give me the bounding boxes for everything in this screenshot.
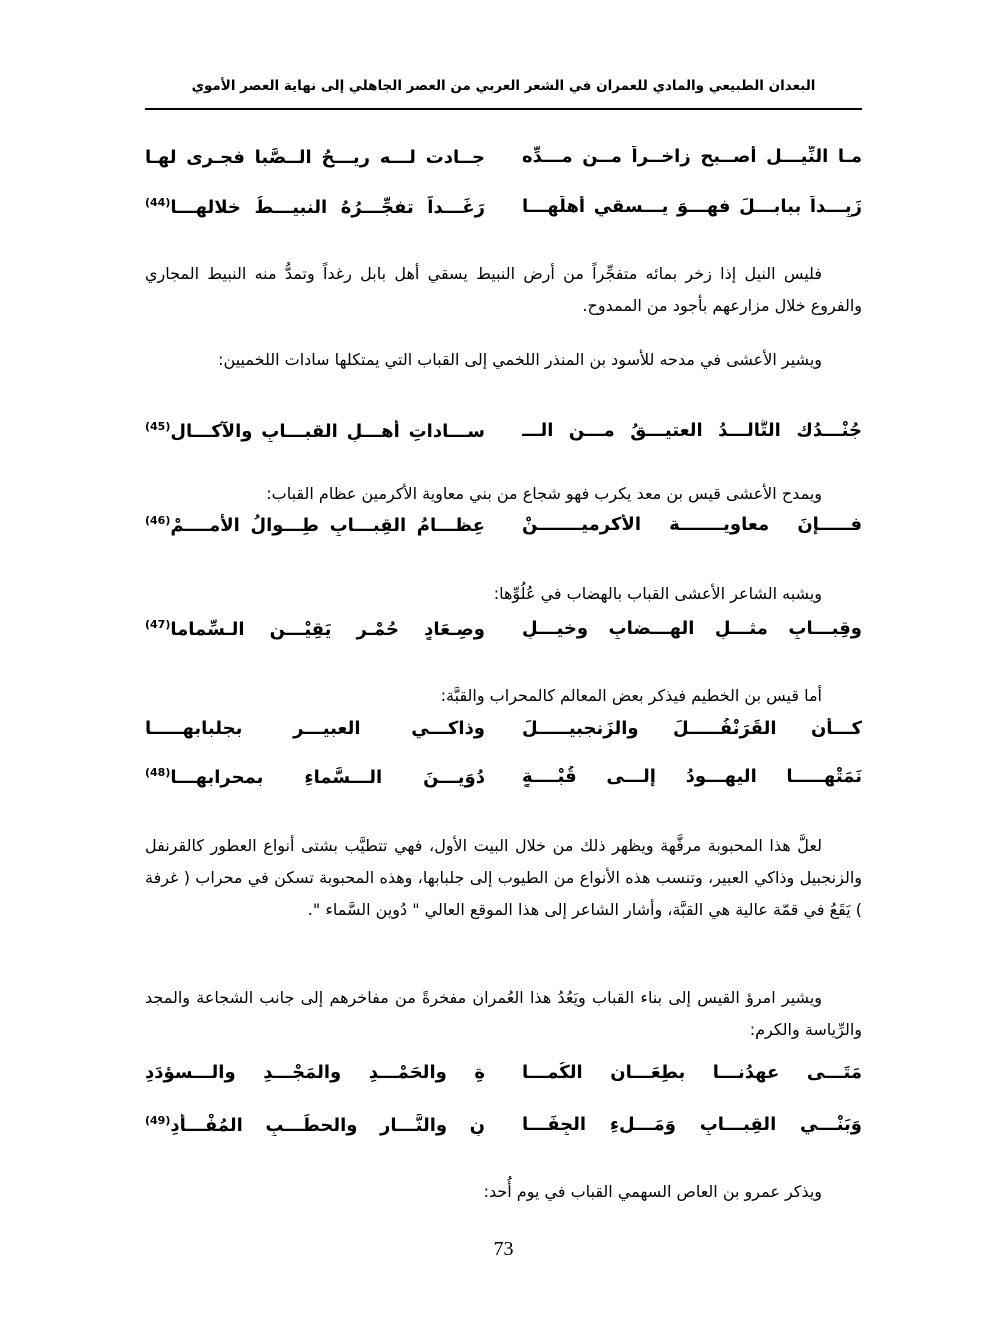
footnote-ref: (46) bbox=[145, 514, 171, 527]
footnote-ref: (45) bbox=[145, 420, 171, 433]
verse-second-hemistich-text: نِ والنَّـــارِ والحطَـــبِ المُفْـــأدِ bbox=[170, 1115, 485, 1136]
verse-second-hemistich-text: ســـاداتِ أهـــلِ القبـــابِ والآكـــال bbox=[170, 421, 485, 442]
footnote-ref: (48) bbox=[145, 766, 171, 779]
body-paragraph: ويمدح الأعشى قيس بن معد يكرب فهو شجاع من بني معاوية الأكرمين عظام القباب: bbox=[266, 484, 822, 503]
footnote-ref: (47) bbox=[145, 618, 171, 631]
verse-first-hemistich: وَبَنْـــي القِبـــابِ وَمَـــلءِ الجِفَـــا bbox=[522, 1114, 862, 1135]
verse-first-hemistich: مَتَـــى عهدُنـــا بطِعَـــان الكُمـــا bbox=[522, 1062, 862, 1083]
header-rule bbox=[145, 108, 862, 110]
verse-second-hemistich: ةِ والحَمْـــدِ والمَجْـــدِ والـــسؤدَدِ bbox=[145, 1062, 485, 1083]
verse-line bbox=[145, 766, 862, 800]
footnote-ref: (49) bbox=[145, 1114, 171, 1127]
verse-first-hemistich: وقِبـــابٍ مثـــلِ الهـــضابِ وخيـــلٍ bbox=[522, 618, 862, 639]
body-paragraph: ويذكر عمرو بن العاص السهمي القباب في يوم أُحد: bbox=[483, 1182, 822, 1201]
verse-line bbox=[145, 420, 862, 454]
verse-second-hemistich bbox=[145, 514, 485, 536]
verse-line bbox=[145, 718, 862, 752]
body-paragraph: لعلَّ هذا المحبوبة مرفَّهة ويظهر ذلك من خلال البيت الأول، فهي تتطيَّب بشتى أنواع العطور كالقرنفل والزنجبيل وذاكي العبير، وتنسب هذه الأنواع من الطيوب إلى جلبابها، وهذه المحبوبة تسكن في محراب ( غرفة ) يَقَعُ في قمّة عالية هي القبَّة، وأشار الشاعر إلى هذا الموقع العالي " دُوين السَّماء ". bbox=[145, 836, 862, 919]
verse-second-hemistich-text: رَغَـــداً تفجِّـــرُهُ النبيـــطُ خلالهـــا bbox=[170, 197, 485, 218]
verse-second-hemistich bbox=[145, 1114, 485, 1136]
page-number: 73 bbox=[493, 1238, 514, 1260]
verse-line bbox=[145, 146, 862, 180]
verse-first-hemistich: زَبِـــداً ببابـــلَ فهـــوَ يـــسقي أهلَهـــا bbox=[522, 196, 862, 217]
verse-line bbox=[145, 1062, 862, 1096]
running-header: البعدان الطبيعي والمادي للعمران في الشعر العربي من العصر الجاهلي إلى نهاية العصر الأموي bbox=[191, 78, 816, 94]
body-paragraph: ويشير الأعشى في مدحه للأسود بن المنذر اللخمي إلى القباب التي يمتكلها سادات اللخميين: bbox=[218, 350, 822, 369]
verse-second-hemistich-text: جــادت لـــه ريـــحُ الــصَّبا فجـرى لهـا bbox=[145, 147, 485, 168]
body-paragraph: ويشير امرؤ القيس إلى بناء القباب ويَعُدُ هذا العُمران مفخرةً من مفاخرهم إلى جانب الشجاعة والمجد والرِّياسة والكرم: bbox=[145, 988, 862, 1039]
verse-first-hemistich: مـا النِّيـــل أصــبح زاخــراً مــن مـــدِّه bbox=[522, 146, 862, 167]
verse-second-hemistich bbox=[145, 618, 485, 640]
verse-second-hemistich: وذاكـــي العبيـــر بجلبابهـــــا bbox=[145, 718, 485, 739]
verse-line bbox=[145, 514, 862, 548]
footnote-ref: (44) bbox=[145, 196, 171, 209]
body-paragraph: ويشبه الشاعر الأعشى القباب بالهضاب في عُلُوِّها: bbox=[493, 584, 822, 603]
verse-second-hemistich bbox=[145, 196, 485, 218]
body-paragraph: فليس النيل إذا زخر بمائه متفجِّراً من أرض النبيط يسقي أهل بابل رغداً وتمدُّ منه النبيط المجاري والفروع خلال مزارعهم بأجود من الممدوح. bbox=[145, 264, 862, 315]
body-paragraph: أما قيس بن الخطيم فيذكر بعض المعالم كالمحراب والقبَّة: bbox=[440, 686, 822, 705]
verse-first-hemistich: نَمَتْهـــــا اليهـــودُ إلـــى قُبْــــةٍ bbox=[522, 766, 862, 787]
verse-second-hemistich bbox=[145, 420, 485, 442]
verse-second-hemistich bbox=[145, 146, 485, 168]
verse-line bbox=[145, 1114, 862, 1148]
verse-line bbox=[145, 196, 862, 230]
verse-first-hemistich: فـــــإنَ معاويـــــــة الأكرميـــــــنْ bbox=[522, 514, 862, 535]
verse-first-hemistich: جُنْـــدُك التَّالـــدُ العتيـــقُ مـــن الـــ bbox=[522, 420, 862, 441]
verse-line bbox=[145, 618, 862, 652]
verse-second-hemistich-text: وصِـعَادٍ حُمْـرٍ يَقِيْـــن الـسِّماما bbox=[170, 619, 485, 640]
verse-second-hemistich-text: دُوَيـــنَ الـــسَّماءِ بمحرابهـــا bbox=[170, 767, 485, 788]
verse-second-hemistich bbox=[145, 766, 485, 788]
verse-second-hemistich-text: عِظـــامُ القِبـــابِ طِـــوالُ الأُمــــمْ bbox=[170, 515, 485, 536]
verse-first-hemistich: كـــأن القَرَنْفُـــــلَ والزَنجبيـــــلَ bbox=[522, 718, 862, 739]
